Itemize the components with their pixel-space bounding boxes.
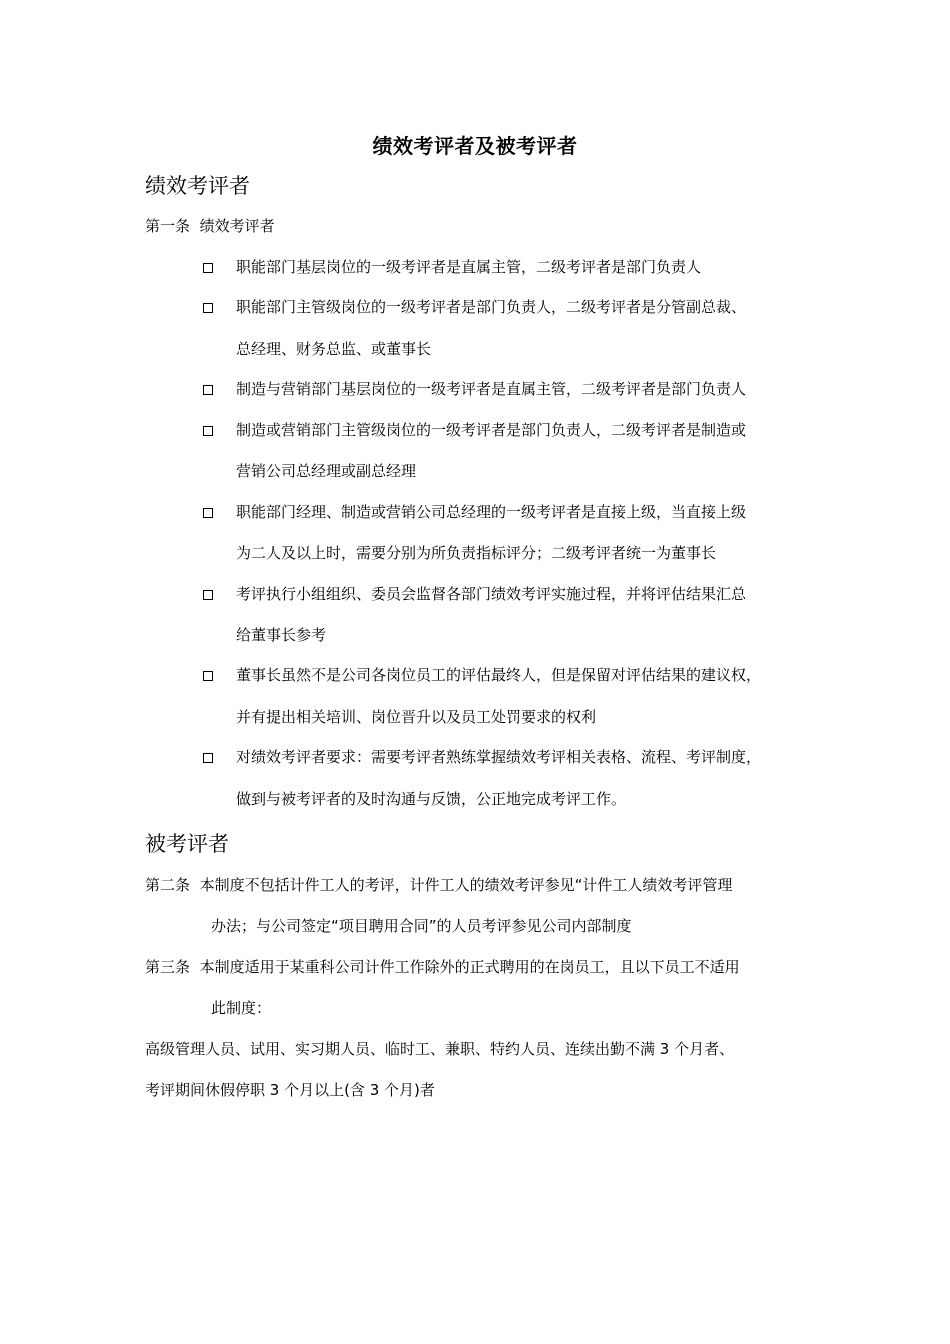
- checkbox-icon: [203, 303, 213, 313]
- article-3-line-2: 此制度：: [211, 999, 272, 1017]
- checkbox-icon: [203, 426, 213, 436]
- list-item-line: 考评执行小组组织、委员会监督各部门绩效考评实施过程，并将评估结果汇总: [236, 585, 747, 603]
- list-item-line: 职能部门经理、制造或营销公司总经理的一级考评者是直接上级，当直接上级: [236, 503, 747, 521]
- checkbox-icon: [203, 508, 213, 518]
- checkbox-icon: [203, 671, 213, 681]
- list-item-line: 董事长虽然不是公司各岗位员工的评估最终人，但是保留对评估结果的建议权，: [236, 666, 762, 684]
- list-item-line: 职能部门基层岗位的一级考评者是直属主管，二级考评者是部门负责人: [236, 258, 702, 276]
- checkbox-icon: [203, 263, 213, 273]
- exclusions-line-1: 高级管理人员、试用、实习期人员、临时工、兼职、特约人员、连续出勤不满 3 个月者、: [145, 1040, 735, 1058]
- list-item-line: 总经理、财务总监、或董事长: [236, 340, 432, 358]
- list-item-line: 制造与营销部门基层岗位的一级考评者是直属主管，二级考评者是部门负责人: [236, 380, 747, 398]
- section-heading-evaluators: 绩效考评者: [145, 174, 250, 198]
- exclusions-line-2: 考评期间休假停职 3 个月以上(含 3 个月)者: [145, 1081, 435, 1099]
- article-1: [145, 216, 275, 236]
- list-item-line: 制造或营销部门主管级岗位的一级考评者是部门负责人，二级考评者是制造或: [236, 421, 747, 439]
- list-item-line: 给董事长参考: [236, 626, 327, 644]
- list-item-line: 职能部门主管级岗位的一级考评者是部门负责人，二级考评者是分管副总裁、: [236, 298, 747, 316]
- list-item-line: 做到与被考评者的及时沟通与反馈，公正地完成考评工作。: [236, 790, 627, 808]
- list-item-line: 营销公司总经理或副总经理: [236, 462, 417, 480]
- checkbox-icon: [203, 590, 213, 600]
- article-2-label: 第二条: [145, 876, 191, 894]
- article-2-text: 本制度不包括计件工人的考评，计件工人的绩效考评参见“计件工人绩效考评管理: [199, 876, 733, 894]
- section-heading-evaluatees: 被考评者: [145, 832, 229, 856]
- article-1-label: 第一条: [145, 217, 191, 235]
- article-2-line-1: [145, 875, 732, 895]
- checkbox-icon: [203, 753, 213, 763]
- article-3-label: 第三条: [145, 958, 191, 976]
- checkbox-icon: [203, 385, 213, 395]
- article-3-line-1: [145, 957, 740, 977]
- page-title: 绩效考评者及被考评者: [372, 134, 578, 158]
- list-item-line: 对绩效考评者要求：需要考评者熟练掌握绩效考评相关表格、流程、考评制度，: [236, 748, 762, 766]
- article-1-text: 绩效考评者: [199, 217, 275, 235]
- article-2-line-2: 办法；与公司签定“项目聘用合同”的人员考评参见公司内部制度: [211, 917, 632, 935]
- list-item-line: 并有提出相关培训、岗位晋升以及员工处罚要求的权利: [236, 708, 597, 726]
- list-item-line: 为二人及以上时，需要分别为所负责指标评分；二级考评者统一为董事长: [236, 544, 717, 562]
- article-3-text: 本制度适用于某重科公司计件工作除外的正式聘用的在岗员工，且以下员工不适用: [199, 958, 740, 976]
